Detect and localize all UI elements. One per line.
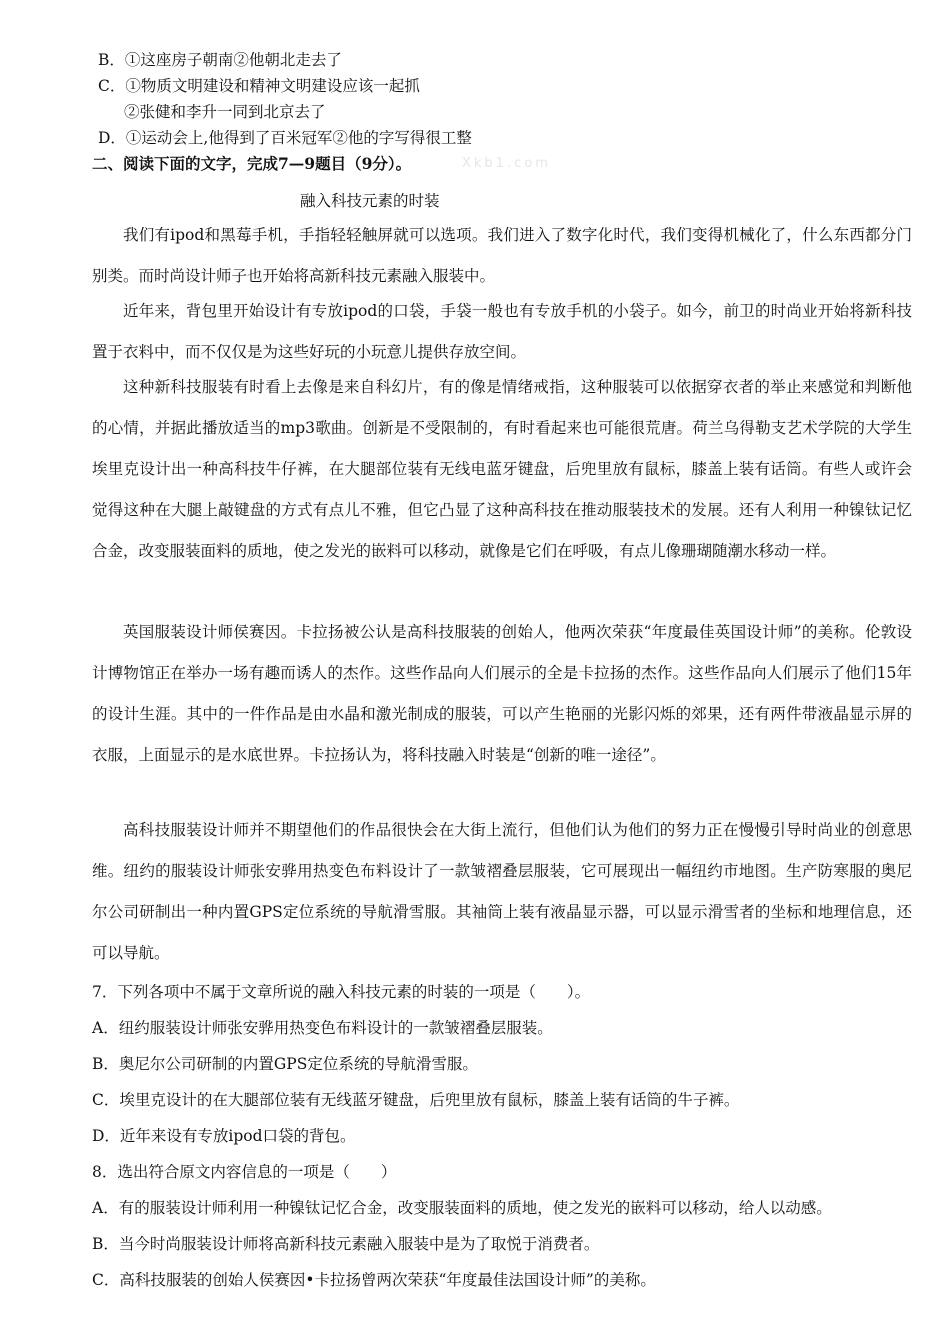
paragraph-text: 这种新科技服装有时看上去像是来自科幻片，有的像是情绪戒指，这种服装可以依据穿衣者的举止来感觉和判断他的心情，并据此播放适当的mp3歌曲。创新是不受限制的，有时看起来也可能很荒唐。荷兰乌得勒支艺术学院的大学生埃里克设计出一种高科技牛仔裤，在大腿部位装有无线电蓝牙键盘，后兜里放有鼠标，膝盖上装有话筒。有些人或许会觉得这种在大腿上敲键盘的方式有点儿不雅，但它凸显了这种高科技在推动服装技术的发展。还有人利用一种镍钛记忆合金，改变服装面料的质地，使之发光的嵌料可以移动，就像是它们在呼吸，有点儿像珊瑚随潮水移动一样。: [92, 378, 912, 560]
question-7-option-d: D．近年来设有专放ipod口袋的背包。: [92, 1127, 356, 1145]
question-8-option-c: C．高科技服装的创始人侯赛因•卡拉扬曾两次荣获“年度最佳法国设计师”的美称。: [92, 1271, 656, 1289]
option-c-prev: C．①物质文明建设和精神文明建设应该一起抓: [98, 77, 420, 95]
paragraph-text: 近年来，背包里开始设计有专放ipod的口袋，手袋一般也有专放手机的小袋子。如今，前卫的时尚业开始将新科技置于衣料中，而不仅仅是为这些好玩的小玩意儿提供存放空间。: [92, 302, 912, 361]
question-7-option-b: B．奥尼尔公司研制的内置GPS定位系统的导航滑雪服。: [92, 1055, 478, 1073]
question-8-option-b: B．当今时尚服装设计师将高新科技元素融入服装中是为了取悦于消费者。: [92, 1235, 600, 1253]
question-7-stem: 7．下列各项中不属于文章所说的融入科技元素的时装的一项是（ ）。: [92, 983, 591, 1001]
article-paragraph-3: [92, 367, 912, 572]
article-paragraph-5: [92, 810, 912, 974]
paragraph-text: 高科技服装设计师并不期望他们的作品很快会在大街上流行，但他们认为他们的努力正在慢慢引导时尚业的创意思维。纽约的服装设计师张安骅用热变色布料设计了一款皱褶叠层服装，它可展现出一幅纽约市地图。生产防寒服的奥尼尔公司研制出一种内置GPS定位系统的导航滑雪服。其袖筒上装有液晶显示器，可以显示滑雪者的坐标和地理信息，还可以导航。: [92, 821, 912, 962]
option-d-prev: D．①运动会上,他得到了百米冠军②他的字写得很工整: [98, 129, 472, 147]
article-paragraph-4: [92, 612, 912, 776]
watermark: Xkb1.com: [462, 156, 551, 171]
paragraph-text: 我们有ipod和黑莓手机，手指轻轻触屏就可以选项。我们进入了数字化时代，我们变得机械化了，什么东西都分门别类。而时尚设计师子也开始将高新科技元素融入服装中。: [92, 226, 912, 285]
article-paragraph-2: [92, 291, 912, 373]
option-b-prev: B．①这座房子朝南②他朝北走去了: [98, 51, 342, 69]
article-paragraph-1: [92, 215, 912, 297]
article-title: 融入科技元素的时装: [300, 192, 440, 210]
section-heading: 二、阅读下面的文字，完成7—9题目（9分）。: [92, 154, 412, 173]
question-8-option-a: A．有的服装设计师利用一种镍钛记忆合金，改变服装面料的质地，使之发光的嵌料可以移动，给人以动感。: [92, 1199, 832, 1217]
question-7-option-c: C．埃里克设计的在大腿部位装有无线蓝牙键盘，后兜里放有鼠标，膝盖上装有话筒的牛子裤。: [92, 1091, 740, 1109]
option-c-prev-2: ②张健和李升一同到北京去了: [124, 103, 326, 121]
paragraph-text: 英国服装设计师侯赛因。卡拉扬被公认是高科技服装的创始人，他两次荣获“年度最佳英国设计师”的美称。伦敦设计博物馆正在举办一场有趣而诱人的杰作。这些作品向人们展示的全是卡拉扬的杰作。这些作品向人们展示了他们15年的设计生涯。其中的一件作品是由水晶和激光制成的服装，可以产生艳丽的光影闪烁的郊果，还有两件带液晶显示屏的衣服，上面显示的是水底世界。卡拉扬认为，将科技融入时装是“创新的唯一途径”。: [92, 623, 912, 764]
question-7-option-a: A．纽约服装设计师张安骅用热变色布料设计的一款皱褶叠层服装。: [92, 1019, 553, 1037]
question-8-stem: 8．选出符合原文内容信息的一项是（ ）: [92, 1163, 397, 1181]
